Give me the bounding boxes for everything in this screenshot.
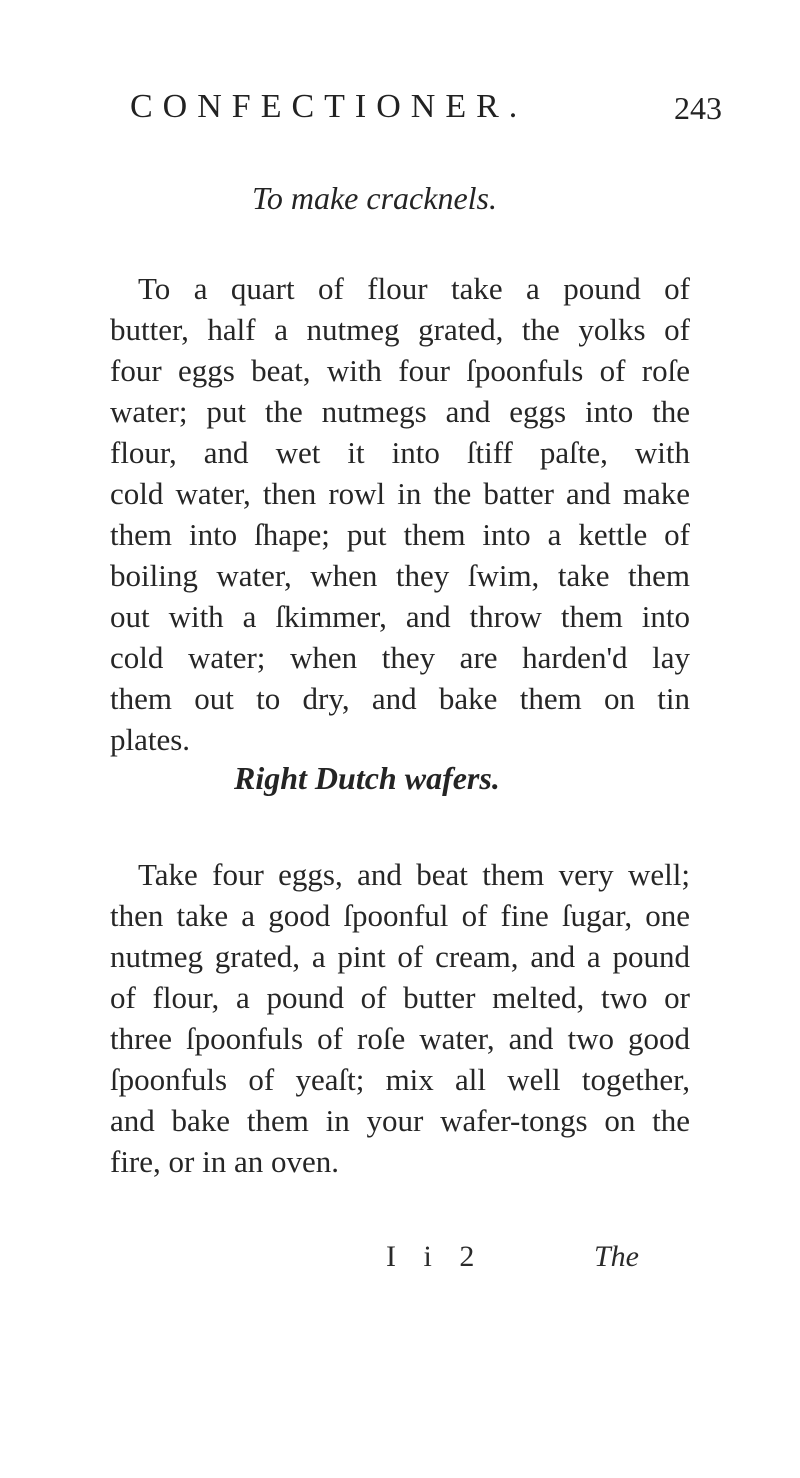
running-head: [120, 88, 720, 134]
running-title: CONFECTIONER.: [130, 88, 528, 125]
text-line: nutmeg grated, a pint of cream, and a pound: [110, 939, 690, 974]
text-line: out with a ſkimmer, and throw them into: [110, 599, 690, 634]
text-line: To a quart of flour take a pound of: [138, 271, 690, 306]
text-line: fire, or in an oven.: [110, 1144, 339, 1179]
text-line: then take a good ſpoonful of fine ſugar, one: [110, 898, 690, 933]
text-line: and bake them in your wafer-tongs on the: [110, 1103, 690, 1138]
text-line: of flour, a pound of butter melted, two or: [110, 980, 690, 1015]
catchword: The: [594, 1240, 639, 1273]
text-line: ſpoonfuls of yeaſt; mix all well together,: [110, 1062, 690, 1097]
signature-mark: I i 2: [386, 1240, 485, 1273]
recipe-title-cracknels: To make cracknels.: [252, 180, 497, 216]
text-line: cold water, then rowl in the batter and make: [110, 476, 690, 511]
recipe-body-cracknels: [110, 268, 690, 760]
text-line: cold water; when they are harden'd lay: [110, 640, 690, 675]
page-footer: [0, 1240, 800, 1290]
page-number: 243: [674, 90, 722, 126]
text-line: three ſpoonfuls of roſe water, and two good: [110, 1021, 690, 1056]
text-line: four eggs beat, with four ſpoonfuls of roſe: [110, 353, 690, 388]
text-line: water; put the nutmegs and eggs into the: [110, 394, 690, 429]
text-line: Take four eggs, and beat them very well;: [138, 857, 690, 892]
text-line: plates.: [110, 722, 191, 757]
text-line: them out to dry, and bake them on tin: [110, 681, 690, 716]
recipe-body-dutch-wafers: [110, 854, 690, 1182]
text-line: them into ſhape; put them into a kettle of: [110, 517, 690, 552]
text-line: boiling water, when they ſwim, take them: [110, 558, 690, 593]
text-line: flour, and wet it into ſtiff paſte, with: [110, 435, 690, 470]
recipe-title-dutch-wafers: Right Dutch wafers.: [234, 760, 500, 796]
text-line: butter, half a nutmeg grated, the yolks of: [110, 312, 690, 347]
